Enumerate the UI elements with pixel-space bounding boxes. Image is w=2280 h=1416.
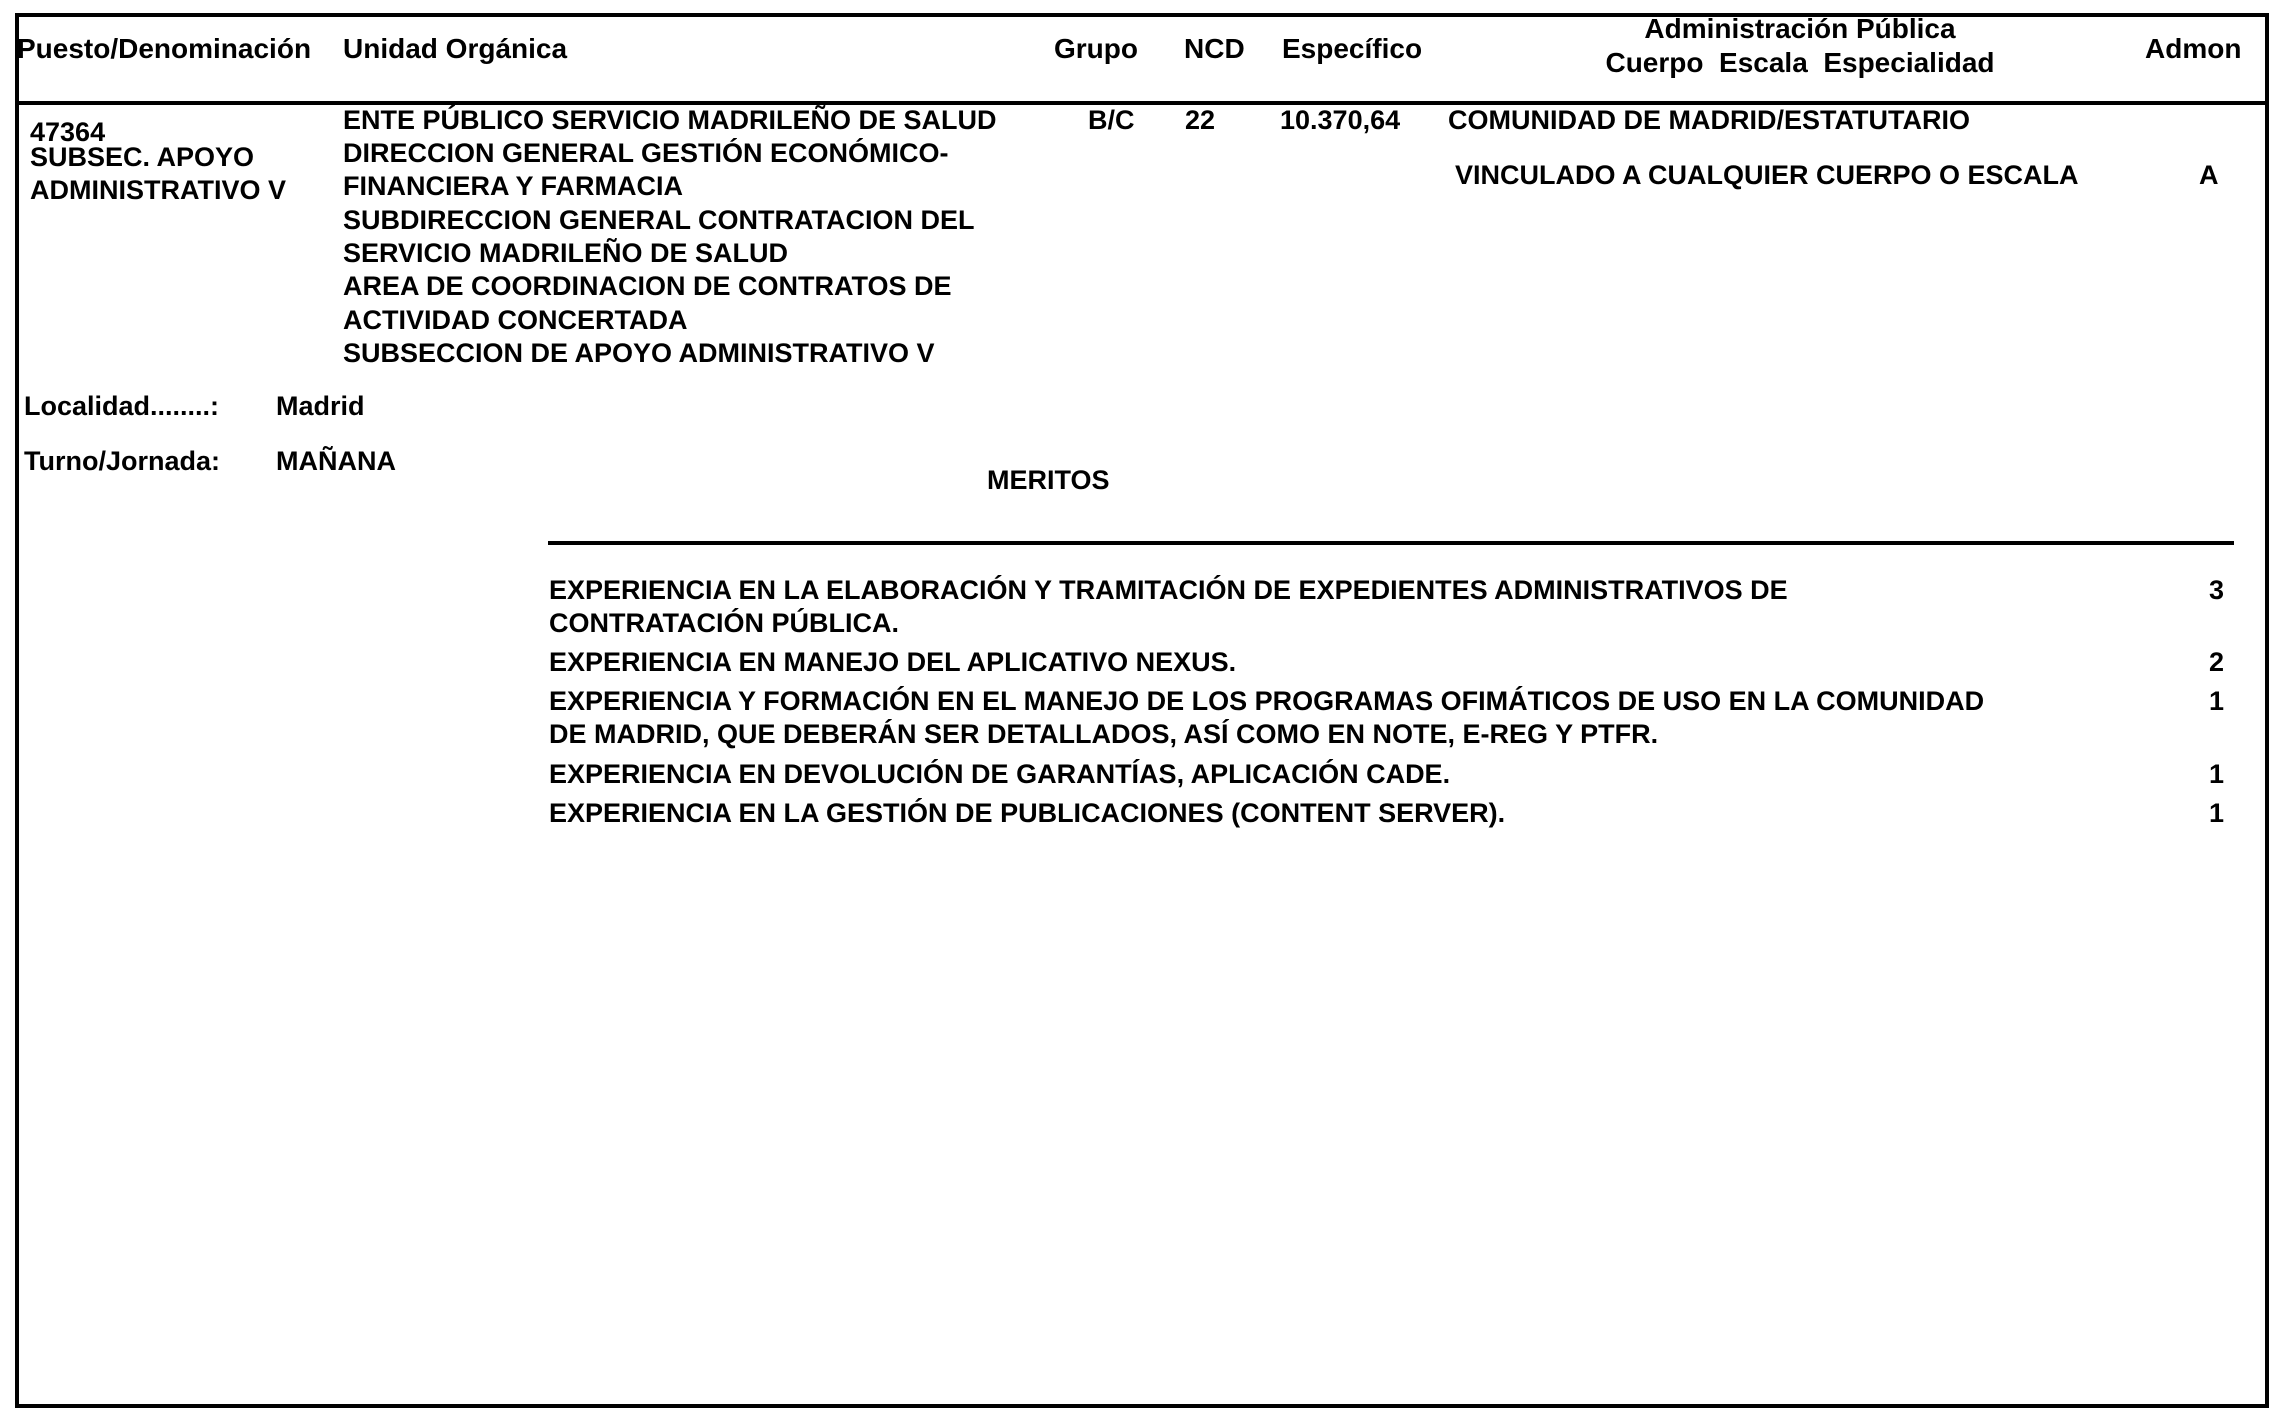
unidad-line: ACTIVIDAD CONCERTADA — [343, 305, 688, 335]
puesto-denominacion-line1: SUBSEC. APOYO — [30, 142, 255, 172]
meritos-title: MERITOS — [987, 465, 1110, 495]
merito-text: EXPERIENCIA EN LA GESTIÓN DE PUBLICACIONES (CONTENT SERVER). — [549, 798, 1506, 828]
header-ncd: NCD — [1184, 33, 1245, 64]
puesto-codigo: 47364 — [30, 117, 106, 147]
header-unidad-organica: Unidad Orgánica — [343, 33, 568, 64]
admon-value: A — [2199, 160, 2219, 190]
unidad-line: SUBDIRECCION GENERAL CONTRATACION DEL — [343, 205, 975, 235]
especifico-value: 10.370,64 — [1280, 105, 1401, 135]
header-admon: Admon — [2145, 33, 2242, 64]
unidad-line: SERVICIO MADRILEÑO DE SALUD — [343, 238, 789, 268]
merito-points: 1 — [2208, 686, 2224, 716]
unidad-line: AREA DE COORDINACION DE CONTRATOS DE — [343, 271, 952, 301]
header-cuerpo-escala: Cuerpo Escala Especialidad — [1605, 47, 1995, 78]
merito-points: 3 — [2208, 575, 2224, 605]
merito-points: 1 — [2208, 798, 2224, 828]
merito-text: CONTRATACIÓN PÚBLICA. — [549, 608, 899, 638]
turno-value: MAÑANA — [276, 446, 396, 476]
unidad-line: DIRECCION GENERAL GESTIÓN ECONÓMICO- — [343, 138, 949, 168]
header-especifico: Específico — [1282, 33, 1423, 64]
unidad-line: ENTE PÚBLICO SERVICIO MADRILEÑO DE SALUD — [343, 105, 997, 135]
merito-points: 2 — [2208, 647, 2224, 677]
merito-text: DE MADRID, QUE DEBERÁN SER DETALLADOS, ASÍ COMO EN NOTE, E-REG Y PTFR. — [549, 719, 1659, 749]
localidad-value: Madrid — [276, 391, 365, 421]
unidad-line: SUBSECCION DE APOYO ADMINISTRATIVO V — [343, 338, 935, 368]
turno-label: Turno/Jornada: — [24, 446, 221, 476]
merito-text: EXPERIENCIA EN MANEJO DEL APLICATIVO NEXUS. — [549, 647, 1237, 677]
meritos-divider — [548, 541, 2234, 545]
header-administracion: Administración Pública — [1644, 13, 1956, 44]
cuerpo-value: VINCULADO A CUALQUIER CUERPO O ESCALA — [1455, 160, 2079, 190]
unidad-line: FINANCIERA Y FARMACIA — [343, 171, 684, 201]
puesto-denominacion-line2: ADMINISTRATIVO V — [30, 175, 286, 205]
merito-text: EXPERIENCIA EN DEVOLUCIÓN DE GARANTÍAS, APLICACIÓN CADE. — [549, 759, 1451, 789]
administracion-value: COMUNIDAD DE MADRID/ESTATUTARIO — [1448, 105, 1970, 135]
merito-text: EXPERIENCIA EN LA ELABORACIÓN Y TRAMITACIÓN DE EXPEDIENTES ADMINISTRATIVOS DE — [549, 575, 1788, 605]
merito-text: EXPERIENCIA Y FORMACIÓN EN EL MANEJO DE LOS PROGRAMAS OFIMÁTICOS DE USO EN LA COMUNIDAD — [549, 686, 1985, 716]
merito-points: 1 — [2208, 759, 2224, 789]
ncd-value: 22 — [1185, 105, 1216, 135]
localidad-label: Localidad........: — [24, 391, 220, 421]
header-puesto: Puesto/Denominación — [17, 33, 312, 64]
grupo-value: B/C — [1088, 105, 1135, 135]
header-grupo: Grupo — [1054, 33, 1138, 64]
